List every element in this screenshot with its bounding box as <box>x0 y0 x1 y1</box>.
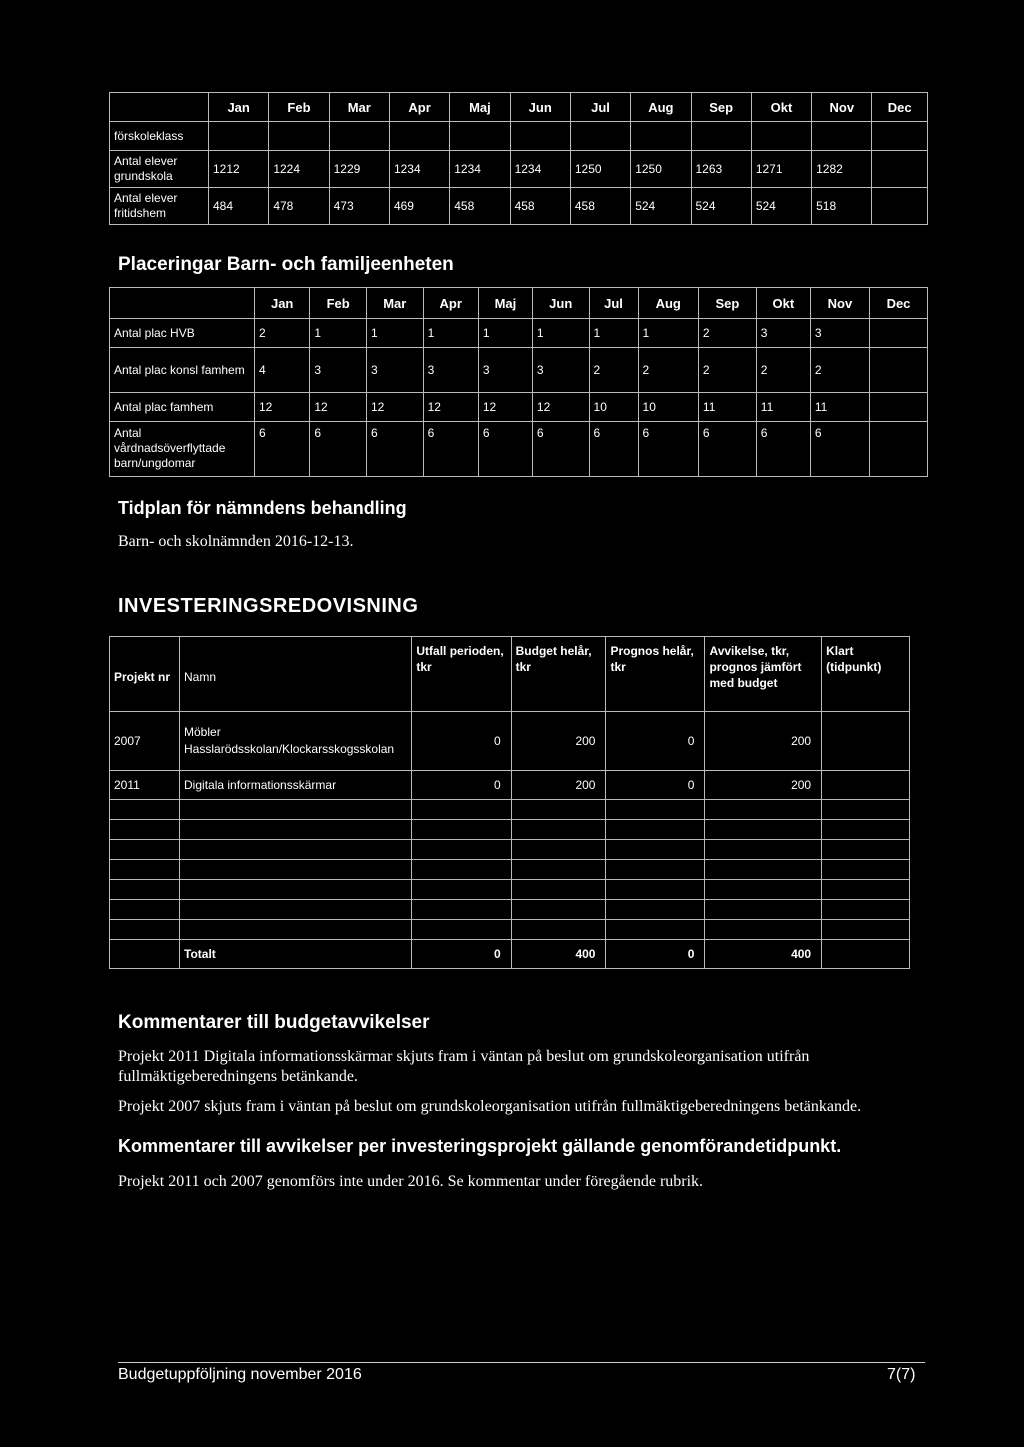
empty-cell <box>412 860 511 880</box>
empty-cell <box>110 940 180 969</box>
table-cell: 10 <box>638 393 698 422</box>
footer-title: Budgetuppföljning november 2016 <box>118 1366 362 1383</box>
table-cell: 6 <box>810 422 869 477</box>
table-cell: 12 <box>255 393 310 422</box>
table-cell: 6 <box>366 422 423 477</box>
empty-cell <box>412 920 511 940</box>
table-cell <box>389 122 449 151</box>
empty-cell <box>822 800 910 820</box>
table-cell: 12 <box>366 393 423 422</box>
table-cell: 1 <box>638 319 698 348</box>
table-cell: 2 <box>810 348 869 393</box>
total-row <box>110 940 910 969</box>
month-header: Okt <box>756 288 810 319</box>
empty-cell <box>412 840 511 860</box>
empty-cell <box>180 840 412 860</box>
empty-cell <box>606 880 705 900</box>
empty-cell <box>606 840 705 860</box>
month-header: Jan <box>209 93 269 122</box>
table-cell: 1 <box>366 319 423 348</box>
total-utfall: 0 <box>412 940 511 969</box>
investment-table <box>109 636 910 969</box>
header-corner <box>110 288 255 319</box>
empty-cell <box>705 920 822 940</box>
table-cell: 6 <box>532 422 589 477</box>
table-cell: 6 <box>589 422 638 477</box>
empty-cell <box>511 840 606 860</box>
table-cell: 3 <box>756 319 810 348</box>
budget-cell: 200 <box>511 712 606 771</box>
table-cell: 12 <box>310 393 367 422</box>
empty-row <box>110 920 910 940</box>
table-cell: 1224 <box>269 151 329 188</box>
empty-cell <box>606 860 705 880</box>
table-row <box>110 348 928 393</box>
table-cell: 524 <box>631 188 691 225</box>
total-avvikelse: 400 <box>705 940 822 969</box>
empty-cell <box>180 820 412 840</box>
empty-row <box>110 900 910 920</box>
month-header: Apr <box>389 93 449 122</box>
table-cell: 458 <box>510 188 570 225</box>
header-corner <box>110 93 209 122</box>
total-label: Totalt <box>180 940 412 969</box>
tidplan-heading: Tidplan för nämndens behandling <box>118 498 407 518</box>
klart-cell <box>822 712 910 771</box>
empty-cell <box>822 820 910 840</box>
table-cell: 458 <box>450 188 510 225</box>
table-cell: 458 <box>570 188 630 225</box>
col-utfall-header: Utfall perioden, tkr <box>412 637 511 712</box>
empty-cell <box>705 800 822 820</box>
empty-cell <box>110 920 180 940</box>
table-cell <box>631 122 691 151</box>
klart-cell <box>822 771 910 800</box>
table-cell: 518 <box>812 188 872 225</box>
table-cell: 12 <box>532 393 589 422</box>
empty-cell <box>822 840 910 860</box>
table-cell: 1 <box>532 319 589 348</box>
month-header: Apr <box>423 288 478 319</box>
month-header: Jul <box>570 93 630 122</box>
row-label: Antal vårdnadsöverflyttade barn/ungdomar <box>110 422 255 477</box>
table-cell: 524 <box>691 188 751 225</box>
empty-cell <box>110 820 180 840</box>
empty-cell <box>412 820 511 840</box>
table-cell: 1250 <box>631 151 691 188</box>
table-cell: 6 <box>756 422 810 477</box>
total-prognos: 0 <box>606 940 705 969</box>
empty-cell <box>705 840 822 860</box>
table-cell: 10 <box>589 393 638 422</box>
empty-cell <box>511 800 606 820</box>
month-header: Jan <box>255 288 310 319</box>
row-label: Antal plac famhem <box>110 393 255 422</box>
table-cell <box>450 122 510 151</box>
table-cell: 3 <box>366 348 423 393</box>
table-cell <box>209 122 269 151</box>
table-cell: 473 <box>329 188 389 225</box>
empty-cell <box>606 800 705 820</box>
row-label: Antal plac konsl famhem <box>110 348 255 393</box>
month-header: Okt <box>751 93 811 122</box>
empty-cell <box>822 880 910 900</box>
table-cell: 1 <box>478 319 532 348</box>
empty-cell <box>822 860 910 880</box>
table-cell: 11 <box>756 393 810 422</box>
investment-header-row <box>110 637 910 712</box>
empty-cell <box>705 900 822 920</box>
table-row <box>110 771 910 800</box>
table-cell: 469 <box>389 188 449 225</box>
table-cell: 2 <box>638 348 698 393</box>
empty-row <box>110 820 910 840</box>
table-cell: 484 <box>209 188 269 225</box>
empty-cell <box>511 880 606 900</box>
empty-cell <box>705 820 822 840</box>
kommentar-budget-p2: Projekt 2007 skjuts fram i väntan på beslut om grundskoleorganisation utifrån fullmäktigeberedningens betänkande. <box>118 1098 862 1115</box>
month-header-row <box>110 93 928 122</box>
avvikelse-cell: 200 <box>705 771 822 800</box>
empty-cell <box>110 880 180 900</box>
col-prognos-header: Prognos helår, tkr <box>606 637 705 712</box>
avvikelse-cell: 200 <box>705 712 822 771</box>
row-label: Antal elever grundskola <box>110 151 209 188</box>
empty-cell <box>511 920 606 940</box>
table-cell: 3 <box>810 319 869 348</box>
month-header: Dec <box>872 93 928 122</box>
empty-cell <box>110 900 180 920</box>
table-cell: 1234 <box>389 151 449 188</box>
month-header-row <box>110 288 928 319</box>
project-name: Digitala informationsskärmar <box>180 771 412 800</box>
table-row <box>110 712 910 771</box>
month-header: Maj <box>478 288 532 319</box>
table-cell: 1250 <box>570 151 630 188</box>
table-cell: 2 <box>589 348 638 393</box>
table-cell: 1 <box>423 319 478 348</box>
month-header: Jun <box>532 288 589 319</box>
month-header: Nov <box>810 288 869 319</box>
budget-cell: 200 <box>511 771 606 800</box>
prognos-cell: 0 <box>606 712 705 771</box>
col-klart-header: Klart (tidpunkt) <box>822 637 910 712</box>
empty-cell <box>822 900 910 920</box>
empty-cell <box>180 860 412 880</box>
school-statistics-table <box>109 92 928 225</box>
empty-cell <box>705 860 822 880</box>
empty-cell <box>110 860 180 880</box>
empty-cell <box>705 880 822 900</box>
table-cell: 3 <box>532 348 589 393</box>
table-cell: 1 <box>310 319 367 348</box>
empty-cell <box>606 920 705 940</box>
table-cell: 6 <box>255 422 310 477</box>
table-cell <box>812 122 872 151</box>
table-cell: 12 <box>423 393 478 422</box>
table-cell: 3 <box>310 348 367 393</box>
footer-divider <box>118 1362 925 1363</box>
table-cell: 11 <box>698 393 756 422</box>
month-header: Jun <box>510 93 570 122</box>
table-cell <box>691 122 751 151</box>
empty-cell <box>180 880 412 900</box>
empty-cell <box>606 820 705 840</box>
placements-table <box>109 287 928 477</box>
table-cell: 1271 <box>751 151 811 188</box>
kommentar-budget-p1: Projekt 2011 Digitala informationsskärmar skjuts fram i väntan på beslut om grundskoleorganisation utifrån fullmäktigeberedningens betänkande. <box>118 1048 810 1085</box>
month-header: Feb <box>269 93 329 122</box>
table-cell <box>869 348 927 393</box>
empty-cell <box>180 800 412 820</box>
page-number: 7(7) <box>887 1366 916 1383</box>
project-name: Möbler Hasslarödsskolan/Klockarsskogsskolan <box>180 712 412 771</box>
empty-row <box>110 880 910 900</box>
table-cell: 2 <box>698 348 756 393</box>
empty-cell <box>511 860 606 880</box>
project-number: 2007 <box>110 712 180 771</box>
table-cell: 12 <box>478 393 532 422</box>
col-namn-header: Namn <box>180 637 412 712</box>
table-cell <box>872 122 928 151</box>
table-cell: 6 <box>638 422 698 477</box>
investering-heading: INVESTERINGSREDOVISNING <box>118 595 419 617</box>
row-label: Antal plac HVB <box>110 319 255 348</box>
col-projekt-header: Projekt nr <box>110 637 180 712</box>
month-header: Aug <box>631 93 691 122</box>
empty-cell <box>511 820 606 840</box>
table-cell: 2 <box>756 348 810 393</box>
prognos-cell: 0 <box>606 771 705 800</box>
month-header: Feb <box>310 288 367 319</box>
table-cell: 478 <box>269 188 329 225</box>
table-cell <box>751 122 811 151</box>
month-header: Nov <box>812 93 872 122</box>
table-cell: 3 <box>478 348 532 393</box>
month-header: Maj <box>450 93 510 122</box>
empty-cell <box>412 880 511 900</box>
table-cell: 524 <box>751 188 811 225</box>
kommentar-projekt-p1: Projekt 2011 och 2007 genomförs inte under 2016. Se kommentar under föregående rubrik. <box>118 1173 704 1190</box>
table-cell <box>869 422 927 477</box>
table-cell: 11 <box>810 393 869 422</box>
empty-cell <box>110 800 180 820</box>
table-cell: 1 <box>589 319 638 348</box>
empty-cell <box>511 900 606 920</box>
month-header: Sep <box>698 288 756 319</box>
kommentar-projekt-heading: Kommentarer till avvikelser per investeringsprojekt gällande genomförandetidpunkt. <box>118 1136 842 1156</box>
utfall-cell: 0 <box>412 771 511 800</box>
table-cell: 6 <box>698 422 756 477</box>
table-cell: 6 <box>478 422 532 477</box>
table-cell <box>869 319 927 348</box>
table-cell: 1234 <box>510 151 570 188</box>
table-row <box>110 422 928 477</box>
total-budget: 400 <box>511 940 606 969</box>
empty-row <box>110 840 910 860</box>
table-row <box>110 151 928 188</box>
table-cell <box>269 122 329 151</box>
table-cell: 6 <box>310 422 367 477</box>
table-cell: 2 <box>255 319 310 348</box>
utfall-cell: 0 <box>412 712 511 771</box>
empty-cell <box>822 940 910 969</box>
table-row <box>110 188 928 225</box>
col-avvikelse-header: Avvikelse, tkr, prognos jämfört med budget <box>705 637 822 712</box>
table-cell <box>510 122 570 151</box>
empty-row <box>110 800 910 820</box>
empty-cell <box>180 900 412 920</box>
table-row <box>110 393 928 422</box>
empty-cell <box>822 920 910 940</box>
table-cell <box>570 122 630 151</box>
empty-cell <box>412 800 511 820</box>
month-header: Mar <box>329 93 389 122</box>
project-number: 2011 <box>110 771 180 800</box>
kommentar-budget-heading: Kommentarer till budgetavvikelser <box>118 1012 430 1033</box>
col-budget-header: Budget helår, tkr <box>511 637 606 712</box>
row-label: Antal elever fritidshem <box>110 188 209 225</box>
month-header: Jul <box>589 288 638 319</box>
table-cell: 1212 <box>209 151 269 188</box>
empty-cell <box>606 900 705 920</box>
month-header: Sep <box>691 93 751 122</box>
table-row <box>110 122 928 151</box>
month-header: Aug <box>638 288 698 319</box>
table-cell: 1282 <box>812 151 872 188</box>
table-cell <box>869 393 927 422</box>
table-cell <box>872 151 928 188</box>
empty-cell <box>110 840 180 860</box>
empty-cell <box>180 920 412 940</box>
table-cell: 1234 <box>450 151 510 188</box>
table-cell: 1229 <box>329 151 389 188</box>
month-header: Dec <box>869 288 927 319</box>
table-cell: 3 <box>423 348 478 393</box>
tidplan-text: Barn- och skolnämnden 2016-12-13. <box>118 533 354 550</box>
empty-cell <box>412 900 511 920</box>
table-cell <box>329 122 389 151</box>
table-cell: 6 <box>423 422 478 477</box>
placeringar-heading: Placeringar Barn- och familjeenheten <box>118 254 454 275</box>
table-cell: 1263 <box>691 151 751 188</box>
table-cell: 4 <box>255 348 310 393</box>
table-cell: 2 <box>698 319 756 348</box>
table-row <box>110 319 928 348</box>
table-cell <box>872 188 928 225</box>
row-label: förskoleklass <box>110 122 209 151</box>
month-header: Mar <box>366 288 423 319</box>
empty-row <box>110 860 910 880</box>
